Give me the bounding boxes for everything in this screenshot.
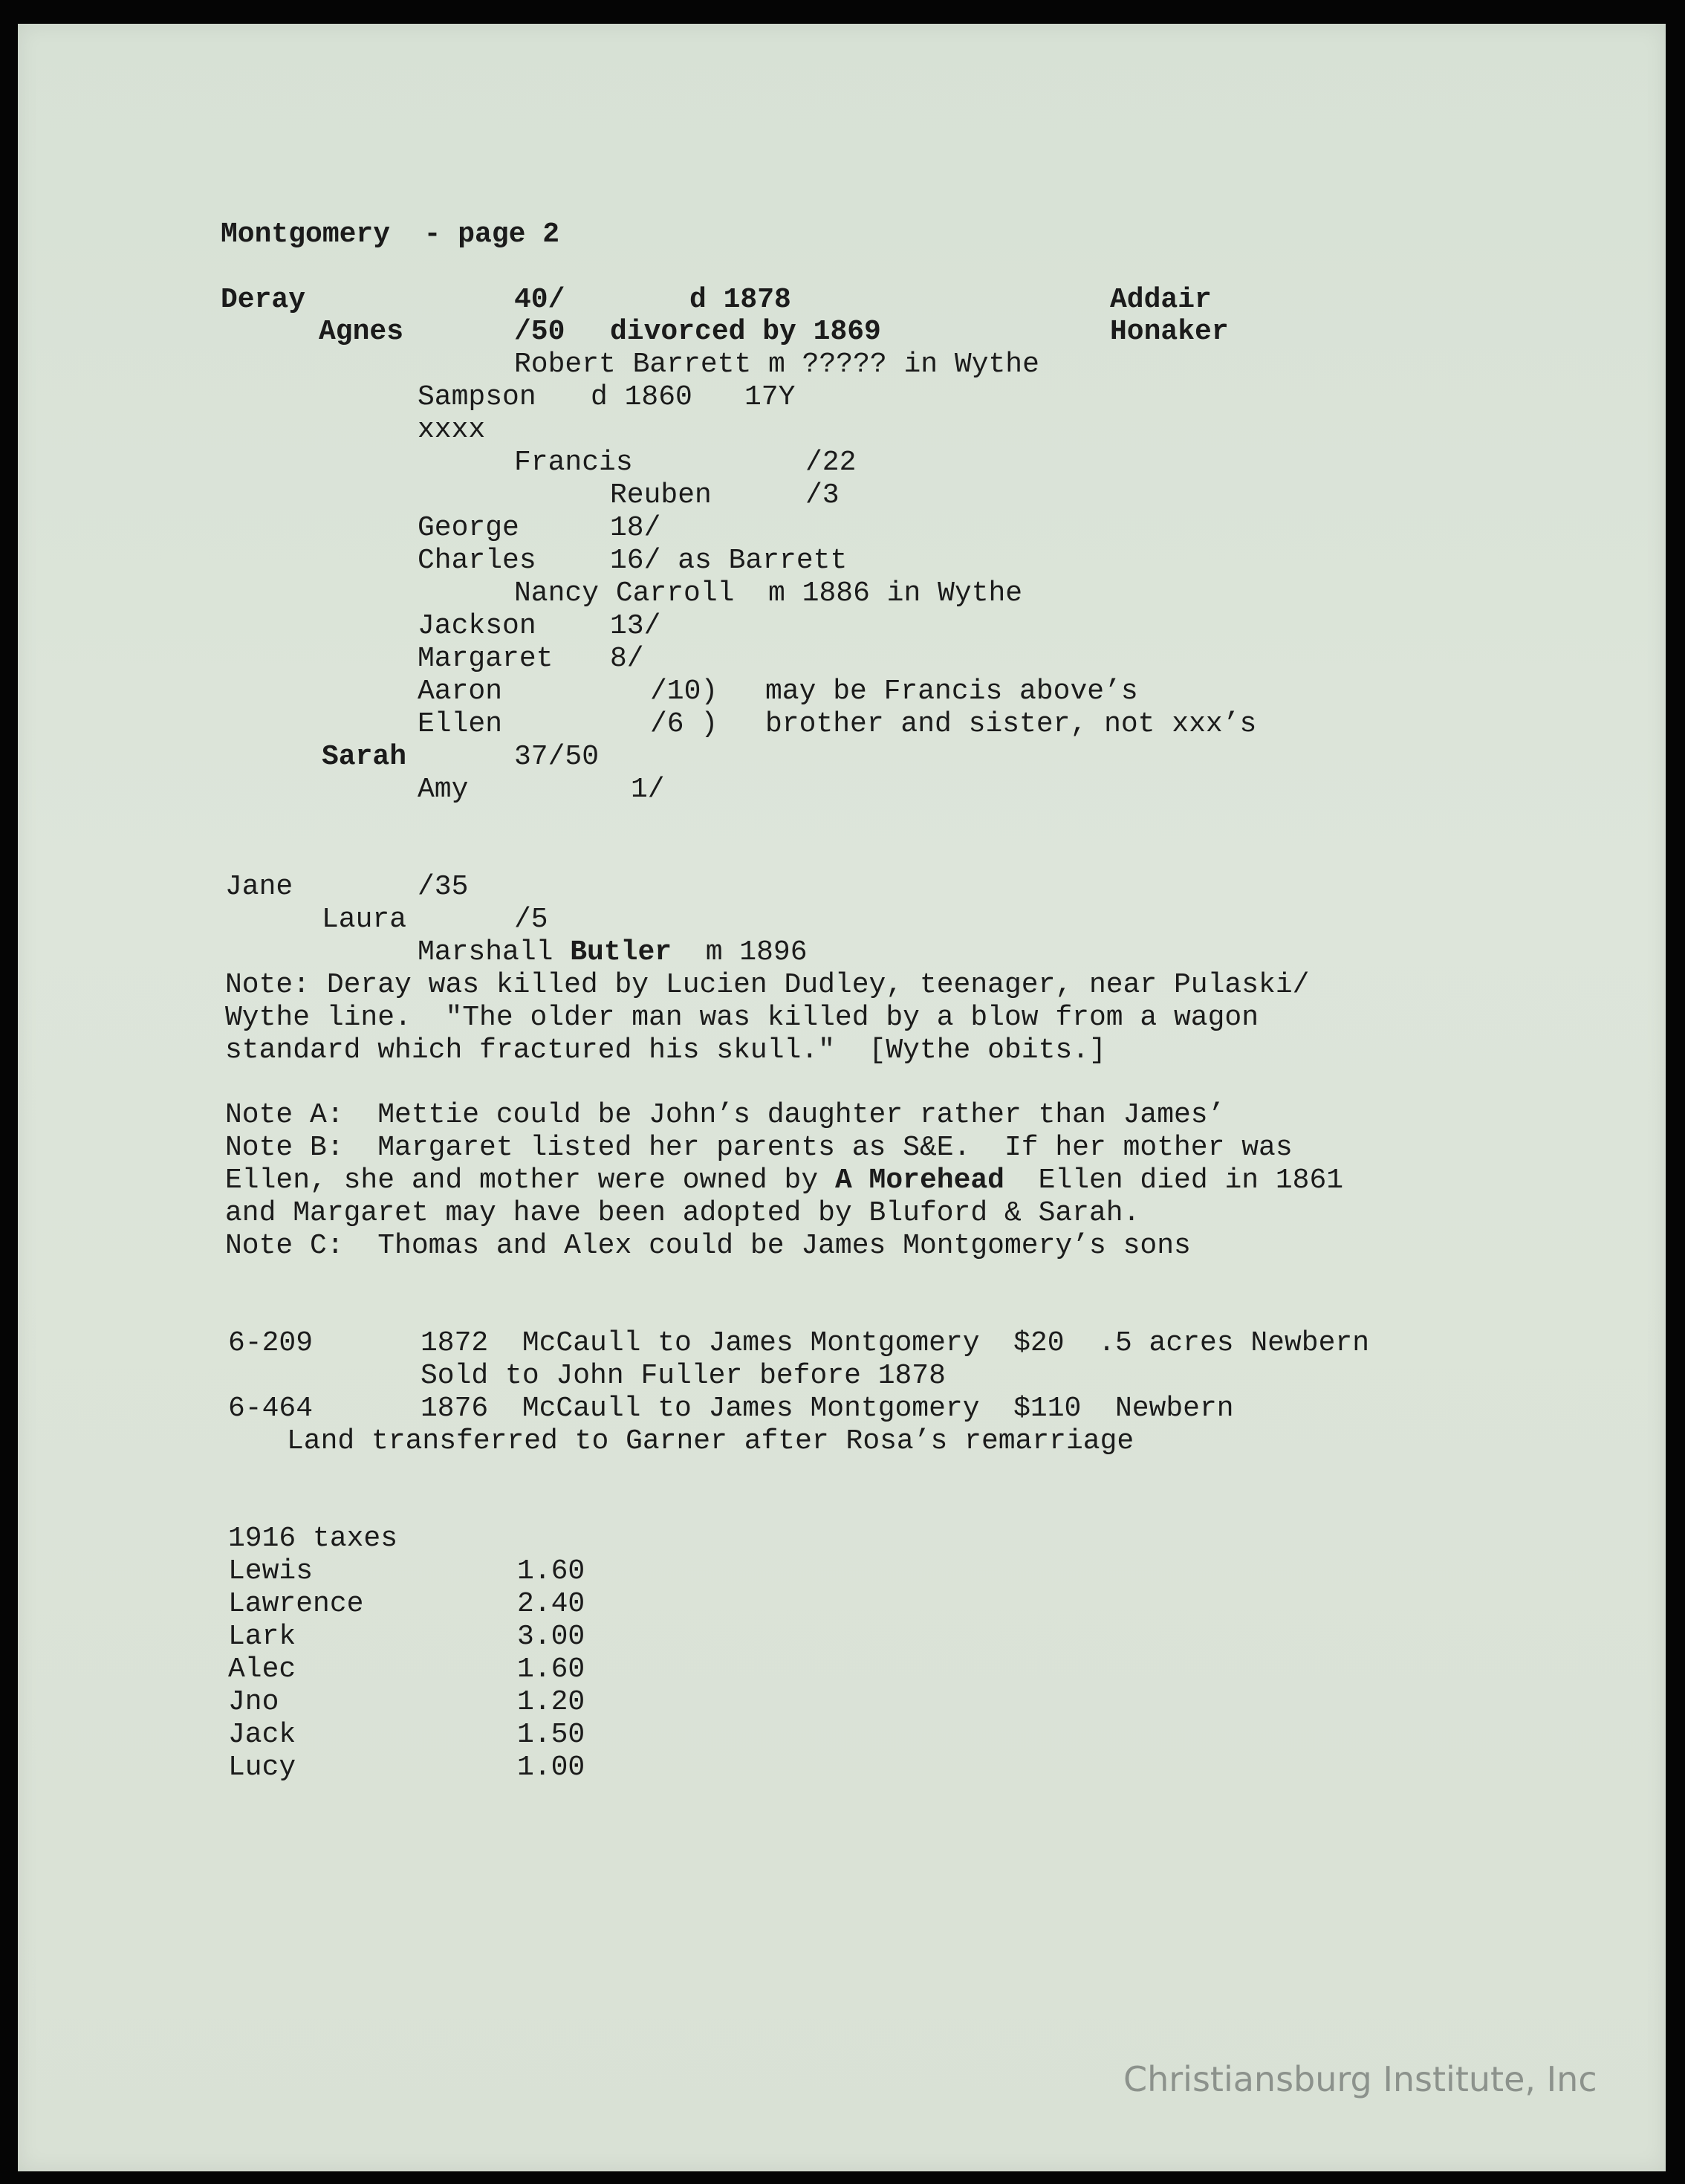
note-b-line-1: Note B: Margaret listed her parents as S&E. If her mother was [225,1132,1293,1164]
reuben-name: Reuben [610,479,712,511]
tax-name: Lucy [228,1752,296,1783]
jane-name: Jane [225,871,293,903]
george-name: George [418,512,519,544]
deed-ref: 6-464 [228,1393,314,1425]
francis-age: /22 [805,447,857,479]
note-line-2: Wythe line. "The older man was killed by a blow from a wagon [225,1002,1259,1034]
note-a: Note A: Mettie could be John’s daughter rather than James’ [225,1099,1225,1131]
tax-name: Lewis [228,1555,314,1587]
page-header: Montgomery - page 2 [221,218,560,250]
tax-amount: 2.40 [517,1588,585,1620]
margaret-name: Margaret [418,643,553,675]
jackson-name: Jackson [418,610,536,642]
aaron-name: Aaron [418,675,503,707]
note-line-1: Note: Deray was killed by Lucien Dudley, teenager, near Pulaski/ [225,969,1310,1001]
marshall-marriage: m 1896 [705,936,808,968]
tax-name: Lawrence [228,1588,364,1620]
tax-name: Lark [228,1621,296,1653]
tax-amount: 1.20 [517,1686,585,1718]
sampson-age: 17Y [744,381,796,413]
margaret-age: 8/ [610,643,644,675]
tax-name: Alec [228,1653,296,1685]
jackson-age: 13/ [610,610,661,642]
deed-sub: Land transferred to Garner after Rosa’s remarriage [287,1425,1134,1457]
note-b-line-3: and Margaret may have been adopted by Bluford & Sarah. [225,1197,1140,1229]
sampson-death: d 1860 [591,381,692,413]
deed-text: 1872 McCaull to James Montgomery $20 .5 acres Newbern [421,1327,1370,1359]
agnes-name: Agnes [319,316,404,348]
sampson-name: Sampson [418,381,536,413]
ellen-age: /6 ) [650,708,718,740]
sarah-name: Sarah [322,741,407,773]
marshall-last: Butler [570,936,672,968]
ellen-name: Ellen [418,708,503,740]
note-b-line-2 [225,1164,1343,1197]
charles-age: 16/ as Barrett [610,545,848,577]
charles-name: Charles [418,545,536,577]
deed-text: 1876 McCaull to James Montgomery $110 Newbern [421,1393,1234,1425]
xxxx-line: xxxx [418,414,486,446]
agnes-age: /50 [514,316,565,348]
tax-name: Jack [228,1719,296,1751]
aaron-age: /10) [650,675,718,707]
deray-death: d 1878 [689,284,791,316]
nancy-carroll-line: Nancy Carroll m 1886 in Wythe [514,577,1023,609]
agnes-note: divorced by 1869 [610,316,881,348]
marshall-first: Marshall [418,936,553,968]
ellen-note: brother and sister, not xxx’s [765,708,1257,740]
note-b-post: Ellen died in 1861 [1038,1164,1344,1196]
deed-sub: Sold to John Fuller before 1878 [421,1360,946,1392]
tax-amount: 3.00 [517,1621,585,1653]
deray-name: Deray [221,284,306,316]
owner-name: A Morehead [834,1164,1004,1196]
francis-name: Francis [514,447,633,479]
watermark: Christiansburg Institute, Inc [1123,2059,1597,2099]
amy-age: 1/ [631,774,665,806]
agnes-place: Honaker [1110,316,1229,348]
note-line-3: standard which fractured his skull." [Wythe obits.] [225,1034,1106,1066]
tax-amount: 1.60 [517,1555,585,1587]
amy-name: Amy [418,774,469,806]
tax-name: Jno [228,1686,279,1718]
tax-amount: 1.00 [517,1752,585,1783]
tax-amount: 1.50 [517,1719,585,1751]
marshall-line [418,936,808,969]
laura-name: Laura [322,904,407,936]
taxes-title: 1916 taxes [228,1523,398,1555]
note-b-pre: Ellen, she and mother were owned by [225,1164,819,1196]
note-c: Note C: Thomas and Alex could be James Montgomery’s sons [225,1230,1191,1262]
deray-age: 40/ [514,284,565,316]
tax-amount: 1.60 [517,1653,585,1685]
deed-ref: 6-209 [228,1327,314,1359]
deray-place: Addair [1110,284,1212,316]
aaron-note: may be Francis above’s [765,675,1138,707]
george-age: 18/ [610,512,661,544]
reuben-age: /3 [805,479,840,511]
robert-barrett-line: Robert Barrett m ????? in Wythe [514,349,1039,380]
jane-age: /35 [418,871,469,903]
laura-age: /5 [514,904,548,936]
sarah-age: 37/50 [514,741,600,773]
document-page [18,24,1666,2171]
